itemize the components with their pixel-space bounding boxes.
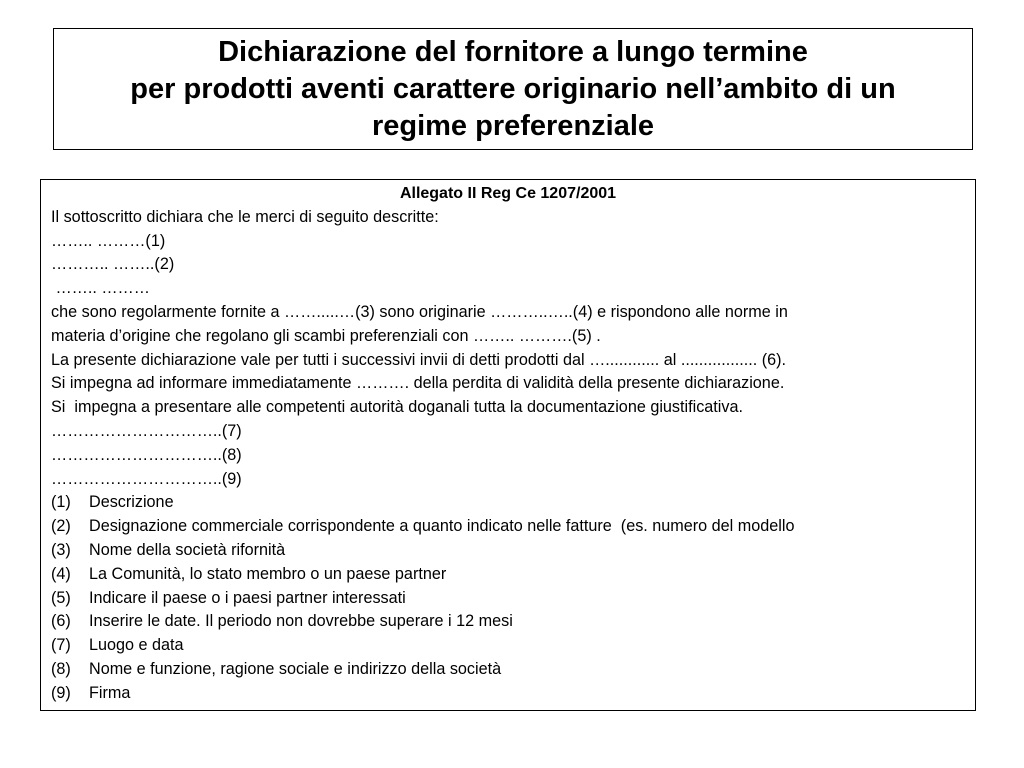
declaration-line: Il sottoscritto dichiara che le merci di seguito descritte: bbox=[51, 207, 439, 226]
title-line-3: regime preferenziale bbox=[371, 109, 655, 142]
signature-line-name-function: …………………………..(8) bbox=[51, 445, 242, 464]
footnote-item bbox=[51, 539, 965, 563]
footnote-item bbox=[51, 658, 965, 682]
signature-line-place-date: …………………………..(7) bbox=[51, 421, 242, 440]
footnote-item bbox=[51, 610, 965, 634]
declaration-line: …….. ……… bbox=[51, 279, 150, 298]
footnote-text: Nome e funzione, ragione sociale e indirizzo della società bbox=[89, 659, 502, 678]
declaration-line: che sono regolarmente fornite a …….....…(3) sono originarie ………..…..(4) e rispondono alle norme in bbox=[51, 302, 788, 321]
footnote-text: Descrizione bbox=[89, 493, 174, 512]
footnote-item bbox=[51, 515, 965, 539]
title-line-1: Dichiarazione del fornitore a lungo termine bbox=[218, 35, 808, 68]
footnote-item bbox=[51, 634, 965, 658]
footnote-item bbox=[51, 587, 965, 611]
footnote-item bbox=[51, 563, 965, 587]
footnote-number: (5) bbox=[51, 588, 71, 607]
declaration-body bbox=[40, 179, 976, 711]
footnote-number: (3) bbox=[51, 540, 71, 559]
footnote-text: Designazione commerciale corrispondente a quanto indicato nelle fatture (es. numero del modello bbox=[89, 517, 795, 536]
declaration-line: Si impegna a presentare alle competenti autorità doganali tutta la documentazione giustificativa. bbox=[51, 398, 743, 417]
title-box bbox=[53, 28, 973, 150]
footnote-text: Indicare il paese o i paesi partner interessati bbox=[89, 588, 406, 607]
footnote-text: Inserire le date. Il periodo non dovrebbe superare i 12 mesi bbox=[89, 612, 513, 631]
footnote-number: (9) bbox=[51, 683, 71, 702]
footnote-number: (1) bbox=[51, 493, 71, 512]
footnote-number: (8) bbox=[51, 659, 71, 678]
footnote-number: (2) bbox=[51, 517, 71, 536]
title-line-2: per prodotti aventi carattere originario nell’ambito di un bbox=[130, 72, 896, 105]
declaration-line: ……….. ……..(2) bbox=[51, 255, 175, 274]
footnote-text: Luogo e data bbox=[89, 636, 184, 655]
footnote-text: La Comunità, lo stato membro o un paese partner bbox=[89, 564, 447, 583]
footnote-text: Nome della società rifornità bbox=[89, 540, 286, 559]
declaration-line: …….. ………(1) bbox=[51, 231, 166, 250]
declaration-line: materia d’origine che regolano gli scambi preferenziali con …….. ……….(5) . bbox=[51, 326, 601, 345]
signature-line-signature: …………………………..(9) bbox=[51, 469, 242, 488]
footnote-item bbox=[51, 491, 965, 515]
declaration-line: Si impegna ad informare immediatamente ………. della perdita di validità della presente dichiarazione. bbox=[51, 374, 785, 393]
annex-heading: Allegato II Reg Ce 1207/2001 bbox=[399, 185, 617, 202]
footnotes-list bbox=[51, 491, 965, 705]
footnote-number: (6) bbox=[51, 612, 71, 631]
footnote-number: (7) bbox=[51, 636, 71, 655]
footnote-number: (4) bbox=[51, 564, 71, 583]
declaration-line: La presente dichiarazione vale per tutti i successivi invii di detti prodotti dal …............ al ................. (6). bbox=[51, 350, 787, 369]
footnote-text: Firma bbox=[89, 683, 131, 702]
footnote-item bbox=[51, 682, 965, 706]
